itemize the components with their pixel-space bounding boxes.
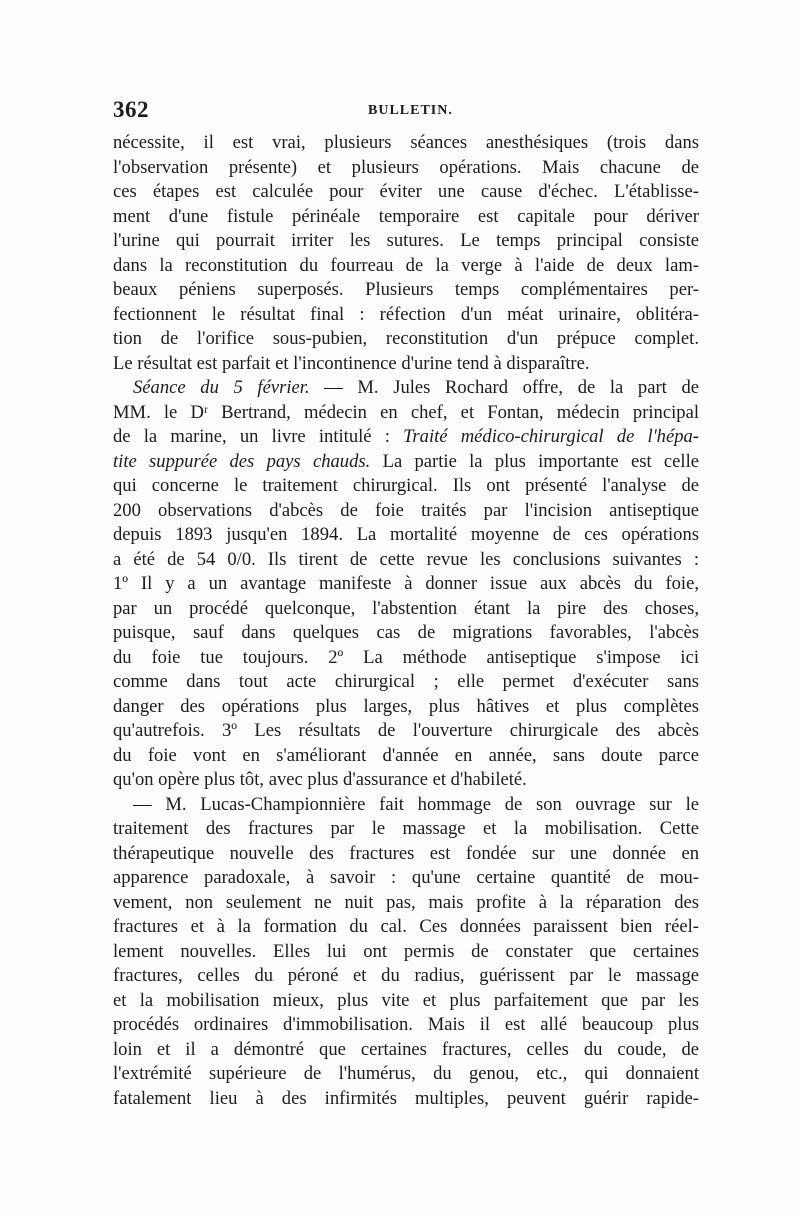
text-run: beaux péniens superposés. Plusieurs temps complémentaires per- [113, 279, 699, 300]
text-line [113, 450, 699, 475]
text-line [113, 499, 699, 524]
running-head: BULLETIN. [368, 103, 453, 118]
text-line [113, 180, 699, 205]
text-run: qu'on opère plus tôt, avec plus d'assurance et d'habileté. [113, 769, 527, 790]
text-line [113, 352, 699, 377]
text-run: thérapeutique nouvelle des fractures est fondée sur une donnée en [113, 842, 699, 864]
text-run: apparence paradoxale, à savoir : qu'une certaine quantité de mou- [113, 867, 699, 888]
text-run: lement nouvelles. Elles lui ont permis de constater que certaines [113, 940, 699, 962]
text-line [113, 572, 699, 597]
text-line [113, 278, 699, 303]
text-line [113, 1062, 699, 1087]
page-header [113, 97, 699, 131]
text-run: ces étapes est calculée pour éviter une cause d'échec. L'établisse- [113, 181, 699, 202]
text-run: 200 observations d'abcès de foie traités par l'incision antiseptique [113, 499, 699, 521]
text-run: par un procédé quelconque, l'abstention étant la pire des choses, [113, 597, 699, 619]
text-run: loin et il a démontré que certaines fractures, celles du coude, de [113, 1038, 699, 1060]
text-line [113, 327, 699, 352]
text-run: dans la reconstitution du fourreau de la verge à l'aide de deux lam- [113, 254, 699, 276]
text-run: l'extrémité supérieure de l'humérus, du genou, etc., qui donnaient [113, 1063, 699, 1084]
text-line [113, 156, 699, 181]
text-run: Le résultat est parfait et l'incontinence d'urine tend à disparaître. [113, 352, 590, 374]
text-line [113, 376, 699, 401]
text-line [113, 964, 699, 989]
text-line [113, 940, 699, 965]
text-run: qui concerne le traitement chirurgical. Ils ont présenté l'analyse de [113, 475, 699, 496]
text-run: procédés ordinaires d'immobilisation. Mais il est allé beaucoup plus [113, 1014, 699, 1035]
text-run: depuis 1893 jusqu'en 1894. La mortalité moyenne de ces opérations [113, 524, 699, 545]
text-run: — M. Jules Rochard offre, de la part de [309, 377, 699, 398]
text-line [113, 891, 699, 916]
text-line [113, 254, 699, 279]
text-run: ment d'une fistule périnéale temporaire est capitale pour dériver [113, 205, 699, 227]
text-run: fractures, celles du péroné et du radius, guérissent par le massage [113, 965, 699, 986]
text-line [113, 915, 699, 940]
text-run: de la marine, un livre intitulé : [113, 426, 404, 447]
text-run: 1º Il y a un avantage manifeste à donner issue aux abcès du foie, [113, 573, 699, 594]
body-text [113, 131, 699, 1111]
text-line [113, 401, 699, 426]
text-line [113, 205, 699, 230]
text-run: — M. Lucas-Championnière fait hommage de son ouvrage sur le [133, 793, 699, 815]
text-run: puisque, sauf dans quelques cas de migrations favorables, l'abcès [113, 622, 699, 643]
text-line [113, 1038, 699, 1063]
text-line [113, 989, 699, 1014]
text-line [113, 695, 699, 720]
text-run: l'urine qui pourrait irriter les sutures. Le temps principal consiste [113, 230, 699, 251]
page-number: 362 [113, 97, 149, 122]
text-run: tion de l'orifice sous-pubien, reconstitution d'un prépuce complet. [113, 328, 699, 349]
text-line [113, 744, 699, 769]
text-line [113, 866, 699, 891]
text-run: fectionnent le résultat final : réfection d'un méat urinaire, oblitéra- [113, 303, 699, 325]
text-line [113, 303, 699, 328]
text-run: a été de 54 0/0. Ils tirent de cette revue les conclusions suivantes : [113, 548, 699, 570]
text-line [113, 523, 699, 548]
italic-text: tite suppurée des pays chauds. [113, 450, 371, 472]
text-line [113, 646, 699, 671]
text-line [113, 793, 699, 818]
text-run: La partie la plus importante est celle [370, 450, 699, 472]
text-line [113, 597, 699, 622]
text-line [113, 719, 699, 744]
text-run: du foie vont en s'améliorant d'année en année, sans doute parce [113, 744, 699, 766]
text-run: danger des opérations plus larges, plus hâtives et plus complètes [113, 695, 699, 717]
text-line [113, 425, 699, 450]
text-line [113, 817, 699, 842]
italic-text: Traité médico-chirurgical de l'hépa- [403, 426, 699, 447]
text-line [113, 621, 699, 646]
text-run: nécessite, il est vrai, plusieurs séances anesthésiques (trois dans [113, 132, 699, 153]
italic-text: Séance du 5 février. [133, 377, 310, 398]
text-line [113, 131, 699, 156]
text-run: vement, non seulement ne nuit pas, mais profite à la réparation des [113, 891, 699, 913]
text-run: traitement des fractures par le massage et la mobilisation. Cette [113, 818, 699, 839]
text-line [113, 548, 699, 573]
text-line [113, 229, 699, 254]
text-run: qu'autrefois. 3º Les résultats de l'ouverture chirurgicale des abcès [113, 720, 699, 741]
text-line [113, 1013, 699, 1038]
text-run: et la mobilisation mieux, plus vite et plus parfaitement que par les [113, 989, 699, 1011]
text-run: MM. le Dʳ Bertrand, médecin en chef, et Fontan, médecin principal [113, 401, 699, 423]
text-line [113, 768, 699, 793]
text-line [113, 474, 699, 499]
text-line [113, 1087, 699, 1112]
text-run: du foie tue toujours. 2º La méthode antiseptique s'impose ici [113, 646, 699, 668]
text-line [113, 842, 699, 867]
text-run: comme dans tout acte chirurgical ; elle permet d'exécuter sans [113, 671, 699, 692]
text-run: fractures et à la formation du cal. Ces données paraissent bien réel- [113, 916, 699, 937]
text-run: fatalement lieu à des infirmités multiples, peuvent guérir rapide- [113, 1087, 699, 1109]
text-line [113, 670, 699, 695]
text-run: l'observation présente) et plusieurs opérations. Mais chacune de [113, 156, 699, 178]
